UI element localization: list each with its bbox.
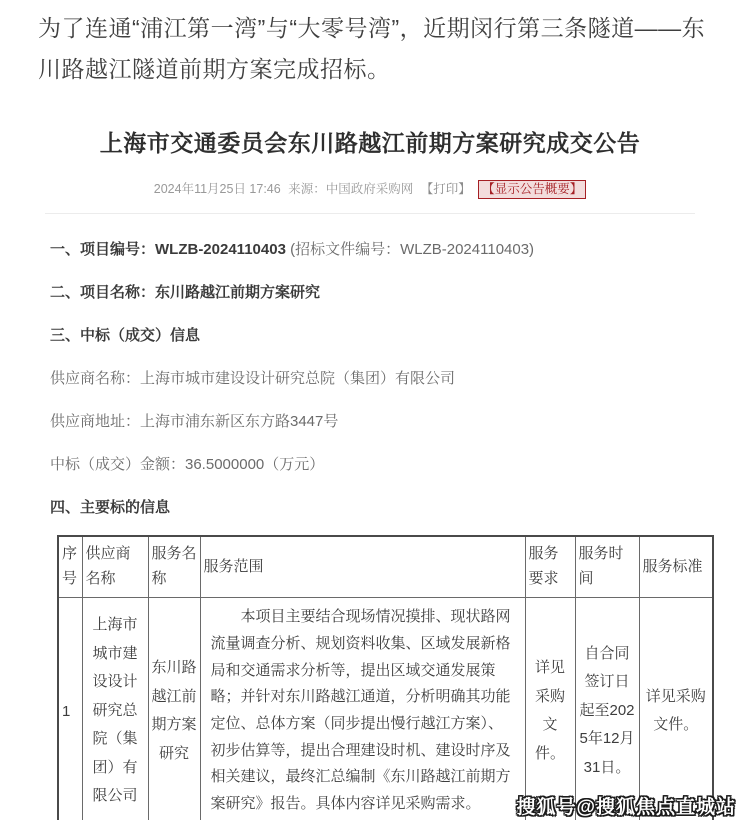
award-amount-line [50, 457, 710, 472]
sohu-watermark: 搜狐号@搜狐焦点直城站 [516, 797, 736, 818]
announcement-body [0, 242, 740, 515]
section-label: 一、项目编号：WLZB-2024110403 [50, 240, 286, 258]
col-service-scope: 服务范围 [200, 536, 525, 598]
show-summary-badge[interactable]: 【显示公告概要】 [478, 180, 586, 199]
section-label: 四、主要标的信息 [50, 498, 171, 516]
section-main-subject [50, 500, 710, 515]
subject-info-table [57, 535, 714, 820]
meta-source: 来源：中国政府采购网 [288, 181, 414, 196]
service-scope-text: 本项目主要结合现场情况摸排、现状路网流量调查分析、规划资料收集、区域发展新格局和交通需求分析等，提出区域交通发展策略；并针对东川路越江通道，分析明确其功能定位、总体方案（同步提出慢行越江方案）、初步估算等，提出合理建设时机、建设时序及相关建议，最终汇总编制《东川路越江前期方案研究》报告。具体内容详见采购需求。 [210, 608, 511, 813]
table-row [58, 598, 713, 820]
header-divider [45, 213, 695, 214]
col-service-name: 服务名称 [148, 536, 200, 598]
col-seq: 序号 [58, 536, 82, 598]
section-value: 供应商地址：上海市浦东新区东方路3447号 [50, 412, 339, 430]
subject-info-table-wrap [57, 535, 740, 820]
cell-service-requirement: 详见采购文件。 [525, 598, 575, 820]
supplier-name-line [50, 371, 710, 386]
cell-seq: 1 [58, 598, 82, 820]
section-note: (招标文件编号：WLZB-2024110403) [285, 240, 535, 258]
cell-service-standard: 详见采购文件。 [639, 598, 713, 820]
meta-datetime: 2024年11月25日 17:46 [153, 181, 281, 196]
meta-line [0, 179, 740, 199]
col-service-standard: 服务标准 [639, 536, 713, 598]
section-label: 二、项目名称：东川路越江前期方案研究 [50, 283, 321, 301]
intro-text: 为了连通“浦江第一湾”与“大零号湾”，近期闵行第三条隧道——东川路越江隧道前期方案完成招标。 [38, 15, 706, 83]
section-project-number [50, 242, 710, 257]
cell-supplier: 上海市城市建设设计研究总院（集团）有限公司 [82, 598, 148, 820]
supplier-address-line [50, 414, 710, 429]
section-value: 中标（成交）金额：36.5000000（万元） [50, 455, 325, 473]
page-title: 上海市交通委员会东川路越江前期方案研究成交公告 [99, 129, 641, 156]
table-header-row [58, 536, 713, 598]
cell-service-scope [200, 598, 525, 820]
section-label: 三、中标（成交）信息 [50, 326, 201, 344]
cell-service-time: 自合同签订日起至2025年12月31日。 [575, 598, 639, 820]
section-value: 供应商名称：上海市城市建设设计研究总院（集团）有限公司 [50, 369, 456, 387]
section-project-name [50, 285, 710, 300]
print-button[interactable]: 【打印】 [420, 181, 471, 196]
col-supplier: 供应商名称 [82, 536, 148, 598]
section-award-info [50, 328, 710, 343]
col-service-requirement: 服务要求 [525, 536, 575, 598]
col-service-time: 服务时间 [575, 536, 639, 598]
cell-service-name: 东川路越江前期方案研究 [148, 598, 200, 820]
